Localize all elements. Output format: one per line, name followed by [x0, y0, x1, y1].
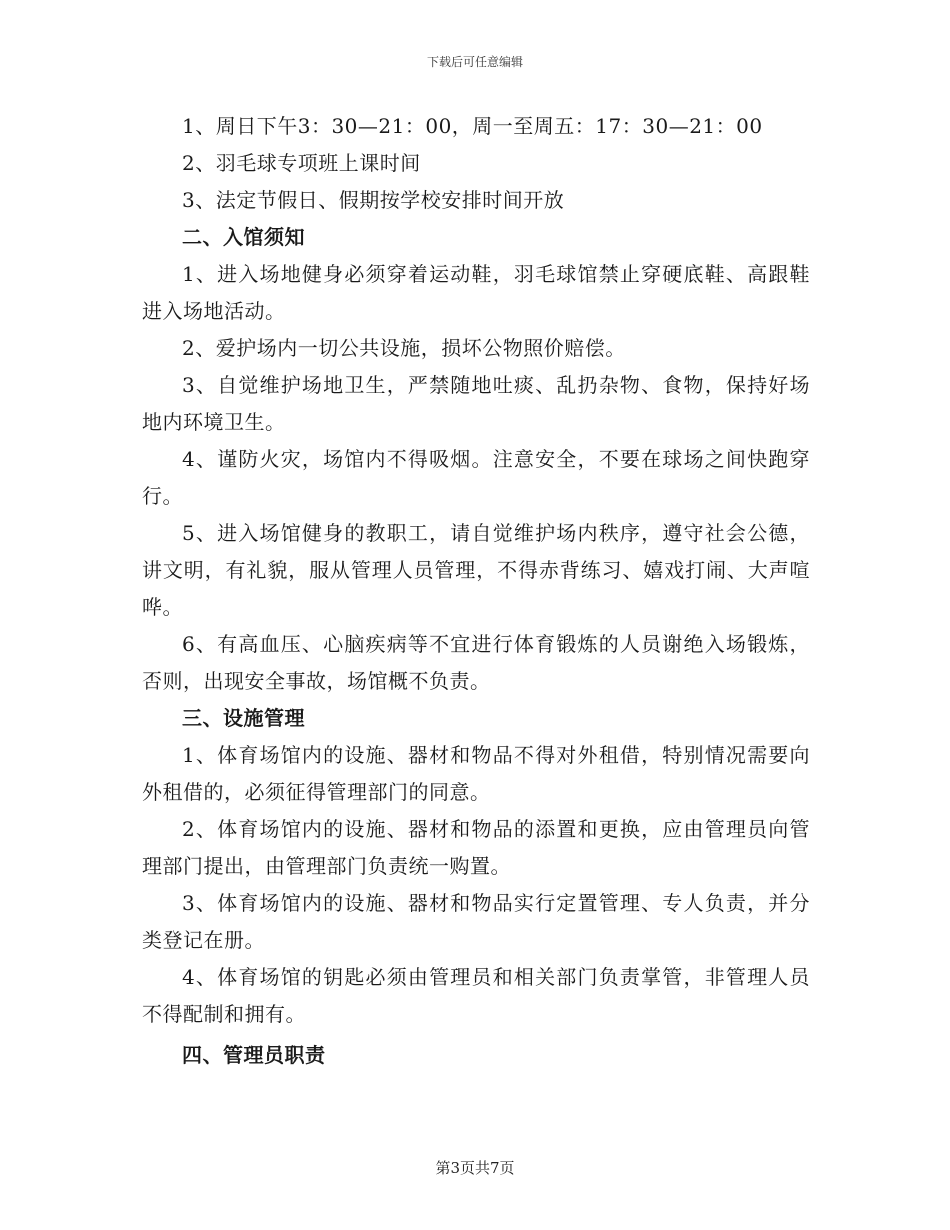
section-heading-facility-management: 三、设施管理 [182, 706, 305, 730]
page-header: 下载后可任意编辑 [426, 55, 523, 69]
entry-notice-item-6: 6、有高血压、心脑疾病等不宜进行体育锻炼的人员谢绝入场锻炼，否则，出现安全事故，场馆概不负责。 [142, 632, 810, 693]
opening-hours-item-2: 2、羽毛球专项班上课时间 [182, 151, 421, 175]
entry-notice-item-2: 2、爱护场内一切公共设施，损坏公物照价赔偿。 [182, 336, 626, 360]
facility-item-4: 4、体育场馆的钥匙必须由管理员和相关部门负责掌管，非管理人员不得配制和拥有。 [142, 965, 810, 1026]
facility-item-2: 2、体育场馆内的设施、器材和物品的添置和更换，应由管理员向管理部门提出，由管理部门负责统一购置。 [142, 817, 810, 878]
facility-item-1: 1、体育场馆内的设施、器材和物品不得对外租借，特别情况需要向外租借的，必须征得管理部门的同意。 [142, 743, 810, 804]
document-body [142, 108, 810, 1074]
entry-notice-item-5: 5、进入场馆健身的教职工，请自觉维护场内秩序，遵守社会公德，讲文明，有礼貌，服从管理人员管理，不得赤背练习、嬉戏打闹、大声喧哗。 [142, 521, 810, 619]
facility-item-3: 3、体育场馆内的设施、器材和物品实行定置管理、专人负责，并分类登记在册。 [142, 891, 810, 952]
opening-hours-item-3: 3、法定节假日、假期按学校安排时间开放 [182, 188, 565, 212]
entry-notice-item-4: 4、谨防火灾，场馆内不得吸烟。注意安全，不要在球场之间快跑穿行。 [142, 447, 810, 508]
entry-notice-item-1: 1、进入场地健身必须穿着运动鞋，羽毛球馆禁止穿硬底鞋、高跟鞋进入场地活动。 [142, 262, 810, 323]
entry-notice-item-3: 3、自觉维护场地卫生，严禁随地吐痰、乱扔杂物、食物，保持好场地内环境卫生。 [142, 373, 810, 434]
section-heading-manager-duties: 四、管理员职责 [182, 1043, 326, 1067]
page-number-footer: 第3页共7页 [435, 1159, 515, 1177]
opening-hours-item-1: 1、周日下午3：30—21：00，周一至周五：17：30—21：00 [182, 114, 763, 138]
section-heading-entry-notice: 二、入馆须知 [182, 225, 305, 249]
